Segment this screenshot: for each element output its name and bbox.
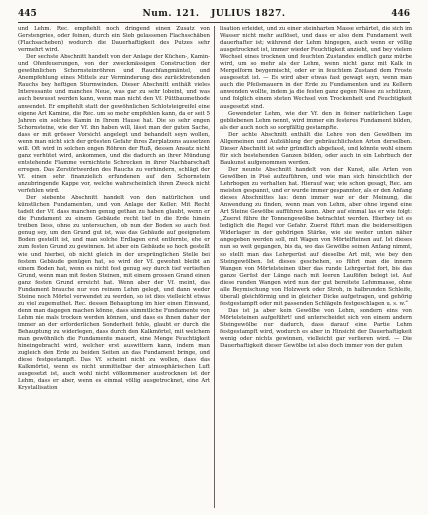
issue-number: Num. 121.: [142, 9, 200, 19]
column-divider: [214, 26, 215, 508]
page-number-left: 445: [18, 9, 37, 19]
issue-date: JULIUS 1827.: [211, 9, 286, 19]
page-number-right: 446: [391, 9, 410, 19]
paragraph: Der siebente Abschnitt handelt von den natürlichen und künstlichen Fundamenten, und von Anlage der Keller. Mit Recht tadelt der Vf. dass manchen genug gethan zu haben glaubt, wenn er die Fundament zu einem Gebäude recht tief in die Erde hinein treiben liess, ohne zu untersuchen, ob nun der Boden so auch fest genug sey, um den Grund gut ist, was das Gebäude auf geeignetem Boden gestellt ist, und man solche Erdlagen erst entfernte, ehe er zum festen Grund zu gewinnen. Ist aber ein Gebäude so hoch gestellt wie und hierbei, ob nicht gleich in der ursprünglichen Stelle bei festem Gebäude genügen hat, so wird der Vf. gewohnt bleibt an einem Boden hat, wenn es nicht fest genug sey durch tief vertieften Grund, wenn man mit festen Steinen, mit einem grossen Grand einen ganz festen Grund erreicht hat. Wenn aber der Vf. meint, das Fundament brauche nur von reinem Lehm gelegt, und dann weder Steine noch Mörtel verwendet zu werden, so ist dies vielleicht etwas zu viel zugemuthet. Rec. dessen Behauptung im hier einen Einwand, denn man dagegen machen könne, dass sämmtliche Fundamente von Lehm nie mals trocken werden können, und dass es ihnen daher der immer an der erforderlichen Sonderheit fehle, glaubt er durch die Behauptung zu widerlegen, dass durch den Kalkmörtel, mit welchem man gewöhnlich die Fundamente mauert, eine Menge Feuchtigkeit hineingebracht wird, welcher erst auswittern kann, indem man zugleich den Erde zu beiden Seiten an das Fundament bringe, und diese festgestampft. Das Vf. scheint nicht zu wollen, dass das Kalkmörtel, wenn es nicht unmittelbar der atmosphärischen Luft ausgesetzt ist, auch wohl nicht völkommener austrocknen ist der Lehm, dass er aber, wenn es einmal völlig ausgetrocknet, eine Art Krystallisation: [18, 195, 210, 392]
paragraph: Der sechste Abschnitt handelt von der Anlage der Küchen-, Kamin- und Ofenfeuerungen, von der zweckmässigen Construction der gewöhnlichen Schornsteinröhren und Rauchfangmäntel, und Anempfehlung eines Mittels zur Verminderung des zurücktretenden Rauchs bey heftigen Sturmwinden. Dieser Abschnitt enthält vieles Interessante und manches Neue, was gar zu sehr lobeint, und was auch bewusst werden kann, wenn man nicht den Vf. Püttbaumethode anwendet. Er empfiehlt statt der gewöhnlichen Schlotsteigreifel eine eigene Art Kamine, die Rec. um so mehr empfehlen kann, da er seit 5 Jahren ein solches Kamin in Ihrem Hause hat. Die so sehr engen Schornsteine, wie der Vf. ihn haben will, lässt man der guten Sache, dass er mit grösser Vorsicht angelegt und behandelt seyn wollen, wenn man nicht sich der grössten Gefahr ihres Zerplatzens aussetzen will. Oft wird in solchen engen Röhren der Ruß, dessen Ansatz nicht ganz verhütet wird, ankommen, und die dadurch an ihrer Mündung entstehende Flamme vernichtete Schrecken in ihrer Nachbarschaft erregen. Das Zerstörtwerden des Rauchs zu verhindern, schlägt der Vf. einen sehr finanzielich erfundenen auf den Schornstein anzubringende Kappe vor, welche wahrscheinlich ihren Zweck nicht verfehlen wird.: [18, 54, 210, 195]
issue-and-date: [143, 9, 286, 19]
paragraph: Der neunte Abschnitt handelt von der Kunst, alle Arten von Gewölben in Pisé aufzuführen, und wie man sich hinsichtlich der Lehrbogen zu verhalten hat. Hierauf war, wie schon gesagt, Rec. am meisten gespannt, und er wurde immer gespannter, als er den Anfang dieses Abschnittes las: denn immer war er der Meinung, die Anwendung zu finden, wenn man von Lehm, aber ohne irgend eine Art Steine Gewölbe aufführen kann. Aber auf einmal las er wie folgt: „Zuerst führe ihr Tonnengewölbe betrachtet werden. Hierbey ist es lediglich die Regel vor Gefahr. Zuerst führt man die beiderseitigen Widerlager in der gehörigen Stärke, wie sie weiter unten näher angegeben werden soll, mit Wagen von Mörtelfteinen auf. Ist dieses nun so weit gegangen, bis da, wo das Gewölbe seinen Anfang nimmt, so stellt man das Lehrgerüst auf dieselbe Art mit, wie bey den Steingewölben. Ist dieses geschehen, so führt man die innern Wangen von Mörtelsteinen über das runde Lehrgerüst fort, bis das ganze Gerüst der Länge nach mit leeren Lauföfen belegt ist. Auf diese runden Wangen wird nun der gut bereitete Lehmmasse, ohne alle Beymischung von Holzwerk oder Stroh, in halbrunden Schleife, überall gleichförmig und in gleicher Dicke aufgetragen, und gehörig festgestampft oder mit passenden Schlägeln festgeschlagen u. s. w.“: [220, 166, 412, 307]
paragraph: Der achte Abschnitt enthält die Lehre von den Gewölben im Allgemeinen und Aufzählung der gebräuchlichsten Arten derselben. Dieser Abschnitt ist sehr gründlich abgefasst, und könnte wohl einem für sich bestehenden Ganzen bilden, oder auch in ein Lehrbuch der Baukunst aufgenommen werden.: [220, 131, 412, 166]
left-column: [18, 26, 210, 508]
paragraph: lisation erleidet, und zu einer steinharten Masse erhärtet, die sich im Wasser nicht mehr auflöset, und dass er also dem Fundament weit dauerhafter ist; während der Lehm hingegen, auch wenn er völlig ausgetrocknet ist, immer wieder Feuchtigkeit anzieht, und bey vielem Wechsel eines trocknen und feuchten Zustandes endlich ganz mürbe wird, um so mehr als der Lehm, wenn nicht ganz mit Kalk in Mergelform beygemischt, oder er in feuchtem Zustand dem Froste ausgesetzt ist. — Es wird aber etwas fast gewagt seyn, wenn man auch die Pfeilsmauern in der Erde zu Fundamenten und zu Kellern anwenden wollte, indem ja die festen ganz gegen Nässe zu schützen, und folglich einem steten Wechsel von Trockenheit und Feuchtigkeit ausgesetzt sind.: [220, 26, 412, 110]
paragraph: Das ist ja aber kein Gewölbe von Lehm, sondern eins von Mörtelsteinen aufgeführt! und unterscheidet sich von einem andern Steingewölbe nur dadurch, dass darauf eine Partie Lehm festgestampft wird, wodurch es aber in Hinsicht der Dauerhaftigkeit wenig oder nichts gewinnen, vielleicht gar verlieren wird. — Die Dauerhaftigkeit dieser Gewölbe ist also doch immer von der guten: [220, 307, 412, 350]
right-column: [220, 26, 412, 508]
page-header: [18, 6, 410, 23]
paragraph: Gewendeter Lehm, wie der Vf. den in feiner natürlichen Lage gebliebenen Lehm nennt, wird immer ein festeres Fundament bilden, als der auch noch so sorgfältig gestampfte.: [220, 110, 412, 131]
paragraph: und Lehm. Rec. empfiehlt noch dringend einen Zusatz von Gerstengries, oder feinen, durch ein Sieb gelassenen Flachsschäben (Flachsacheben) wodurch die Dauerhaftigkeit des Putzes sehr vermehrt wird.: [18, 26, 210, 54]
